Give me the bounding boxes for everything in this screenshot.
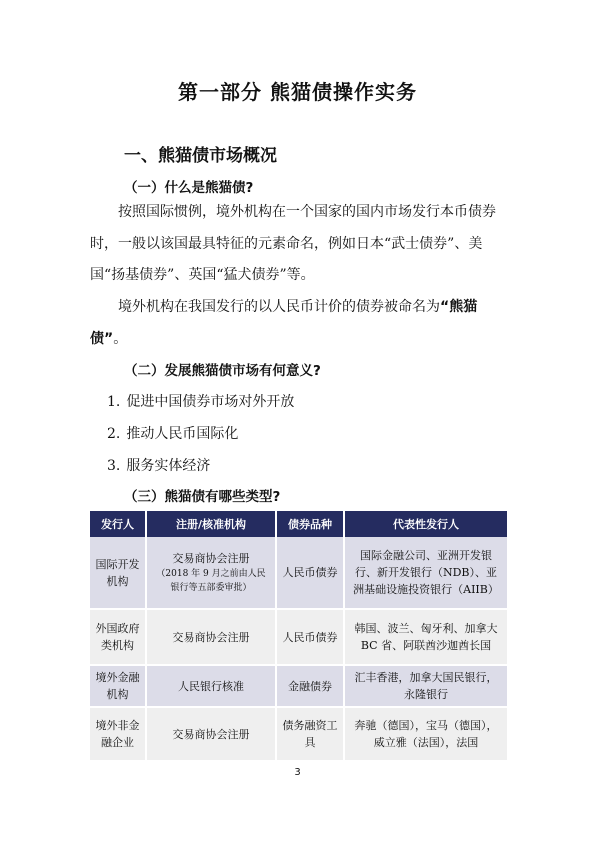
cell-representative: 汇丰香港，加拿大国民银行，永隆银行 — [344, 665, 507, 707]
registration-text: 交易商协会注册 — [172, 552, 250, 565]
cell-issuer: 境外金融机构 — [90, 665, 146, 707]
list-number: 2. — [107, 426, 121, 442]
list-item — [107, 391, 294, 411]
list-text: 服务实体经济 — [126, 458, 211, 474]
list-number: 1. — [107, 394, 121, 410]
column-header-bond-type: 债券品种 — [276, 511, 344, 537]
list-number: 3. — [107, 458, 121, 474]
cell-registration — [146, 537, 276, 609]
cell-registration: 交易商协会注册 — [146, 707, 276, 761]
list-item — [107, 423, 238, 443]
page-number: 3 — [294, 767, 301, 778]
column-header-issuer: 发行人 — [90, 511, 146, 537]
panda-bond-types-table — [90, 511, 507, 762]
table-row — [90, 665, 507, 707]
registration-note: （2018 年 9 月之前由人民银行等五部委审批） — [156, 569, 266, 593]
section-heading: 一、熊猫债市场概况 — [124, 146, 277, 166]
cell-representative: 奔驰（德国），宝马（德国），威立雅（法国），法国 — [344, 707, 507, 761]
cell-bond-type: 人民币债券 — [276, 537, 344, 609]
cell-representative: 国际金融公司、亚洲开发银行、新开发银行（NDB）、亚洲基础设施投资银行（AIIB） — [344, 537, 507, 609]
cell-bond-type: 金融债券 — [276, 665, 344, 707]
page-title: 第一部分 熊猫债操作实务 — [178, 80, 417, 104]
subsection-heading-types: （三）熊猫债有哪些类型? — [124, 489, 281, 505]
paragraph-naming-convention: 按照国际惯例，境外机构在一个国家的国内市场发行本币债券时，一般以该国最具特征的元素命名，例如日本“武士债券”、美国“扬基债券”、英国“猛犬债券”等。 — [90, 204, 496, 283]
table-row — [90, 707, 507, 761]
paragraph-panda-bond-definition — [90, 292, 510, 355]
paragraph-text: 境外机构在我国发行的以人民币计价的债券被命名为 — [118, 299, 440, 315]
cell-registration: 交易商协会注册 — [146, 609, 276, 665]
column-header-representative: 代表性发行人 — [344, 511, 507, 537]
cell-bond-type: 人民币债券 — [276, 609, 344, 665]
cell-issuer: 国际开发机构 — [90, 537, 146, 609]
cell-registration: 人民银行核准 — [146, 665, 276, 707]
column-header-registration: 注册/核准机构 — [146, 511, 276, 537]
cell-representative: 韩国、波兰、匈牙利、加拿大 BC 省、阿联酋沙迦酋长国 — [344, 609, 507, 665]
table-header-row — [90, 511, 507, 537]
list-text: 促进中国债券市场对外开放 — [126, 394, 295, 410]
paragraph-end: 。 — [113, 330, 128, 347]
panda-bond-term: “熊猫债” — [90, 299, 478, 347]
subsection-heading-what-is: （一）什么是熊猫债? — [124, 180, 254, 196]
subsection-heading-significance: （二）发展熊猫债市场有何意义? — [124, 363, 321, 379]
table-row — [90, 537, 507, 609]
table-row — [90, 609, 507, 665]
cell-bond-type: 债务融资工具 — [276, 707, 344, 761]
list-text: 推动人民币国际化 — [126, 426, 239, 442]
cell-issuer: 外国政府类机构 — [90, 609, 146, 665]
cell-issuer: 境外非金融企业 — [90, 707, 146, 761]
list-item — [107, 455, 210, 475]
